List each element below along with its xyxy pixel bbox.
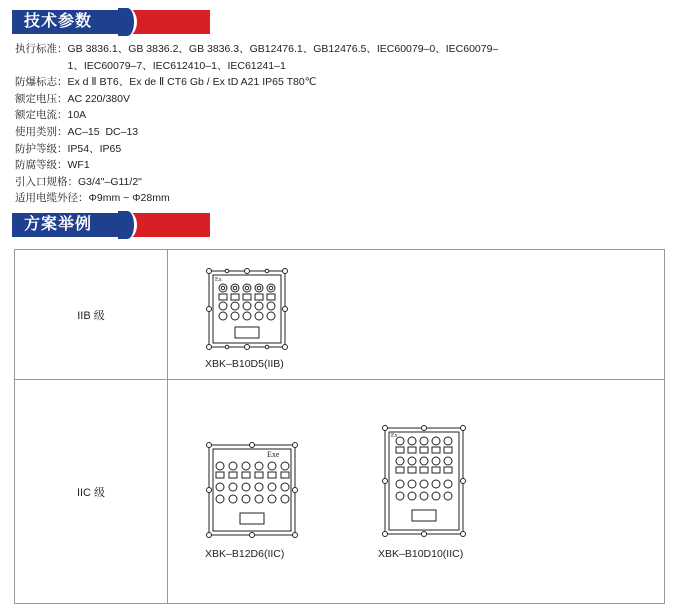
- device-cell: [168, 250, 665, 380]
- spec-row: [15, 124, 508, 141]
- spec-row: [15, 107, 508, 124]
- device-cell: [168, 380, 665, 604]
- section-banner-examples: [12, 213, 210, 237]
- spec-value: Ex d Ⅱ BT6、Ex de Ⅱ CT6 Gb / Ex tD A21 IP65 T80℃: [67, 76, 317, 89]
- table-row: [15, 380, 665, 604]
- spec-label: 额定电压：: [15, 92, 68, 105]
- spec-label: 引入口规格：: [15, 175, 78, 188]
- spec-label: 适用电缆外径：: [15, 192, 89, 205]
- spec-label: 额定电流：: [15, 109, 68, 122]
- device-badge: Exe: [267, 450, 280, 459]
- section-title: 方案举例: [24, 216, 93, 233]
- spec-value: AC–15 DC–13: [67, 125, 139, 138]
- section-banner-tech-params: [12, 10, 210, 34]
- spec-value: 10A: [67, 109, 87, 122]
- spec-label: 防腐等级：: [15, 159, 68, 172]
- enclosure-diagram: [205, 441, 299, 539]
- spec-row: [15, 174, 508, 191]
- grade-cell: IIB 级: [15, 250, 168, 380]
- spec-row: [15, 157, 508, 174]
- spec-value: GB 3836.1、GB 3836.2、GB 3836.3、GB12476.1、GB12476.5、IEC60079–0、IEC60079–1、IEC60079–7、IEC612410–1、IEC61241–1: [67, 43, 499, 72]
- spec-row: [15, 91, 508, 108]
- spec-value: AC 220/380V: [67, 92, 130, 105]
- spec-row: [15, 190, 508, 207]
- device-badge: Ex: [391, 433, 398, 439]
- spec-value: WF1: [67, 159, 90, 172]
- device-model: XBK–B10D5(IIB): [205, 358, 284, 370]
- table-row: [15, 250, 665, 380]
- banner-curve: [118, 211, 137, 239]
- section-title: 技术参数: [24, 13, 93, 30]
- spec-row: [15, 141, 508, 158]
- spec-row: [15, 74, 508, 91]
- device-model: XBK–B10D10(IIC): [378, 548, 464, 560]
- spec-label: 防爆标志：: [15, 76, 68, 89]
- device-badge: Ex: [215, 277, 222, 283]
- spec-value: Φ9mm ~ Φ28mm: [88, 192, 170, 205]
- enclosure-diagram: [381, 424, 467, 538]
- enclosure-diagram: [205, 268, 289, 350]
- spec-row: [15, 41, 508, 74]
- spec-label: 防护等级：: [15, 142, 68, 155]
- banner-curve: [118, 8, 137, 36]
- specs-list: [15, 41, 508, 207]
- spec-label: 使用类别：: [15, 125, 68, 138]
- cases-table: [14, 249, 665, 604]
- spec-label: 执行标准：: [15, 43, 68, 55]
- spec-value: IP54、IP65: [67, 142, 122, 155]
- spec-value: G3/4"–G11/2": [78, 175, 142, 188]
- grade-cell: IIC 级: [15, 380, 168, 604]
- device-model: XBK–B12D6(IIC): [205, 548, 285, 560]
